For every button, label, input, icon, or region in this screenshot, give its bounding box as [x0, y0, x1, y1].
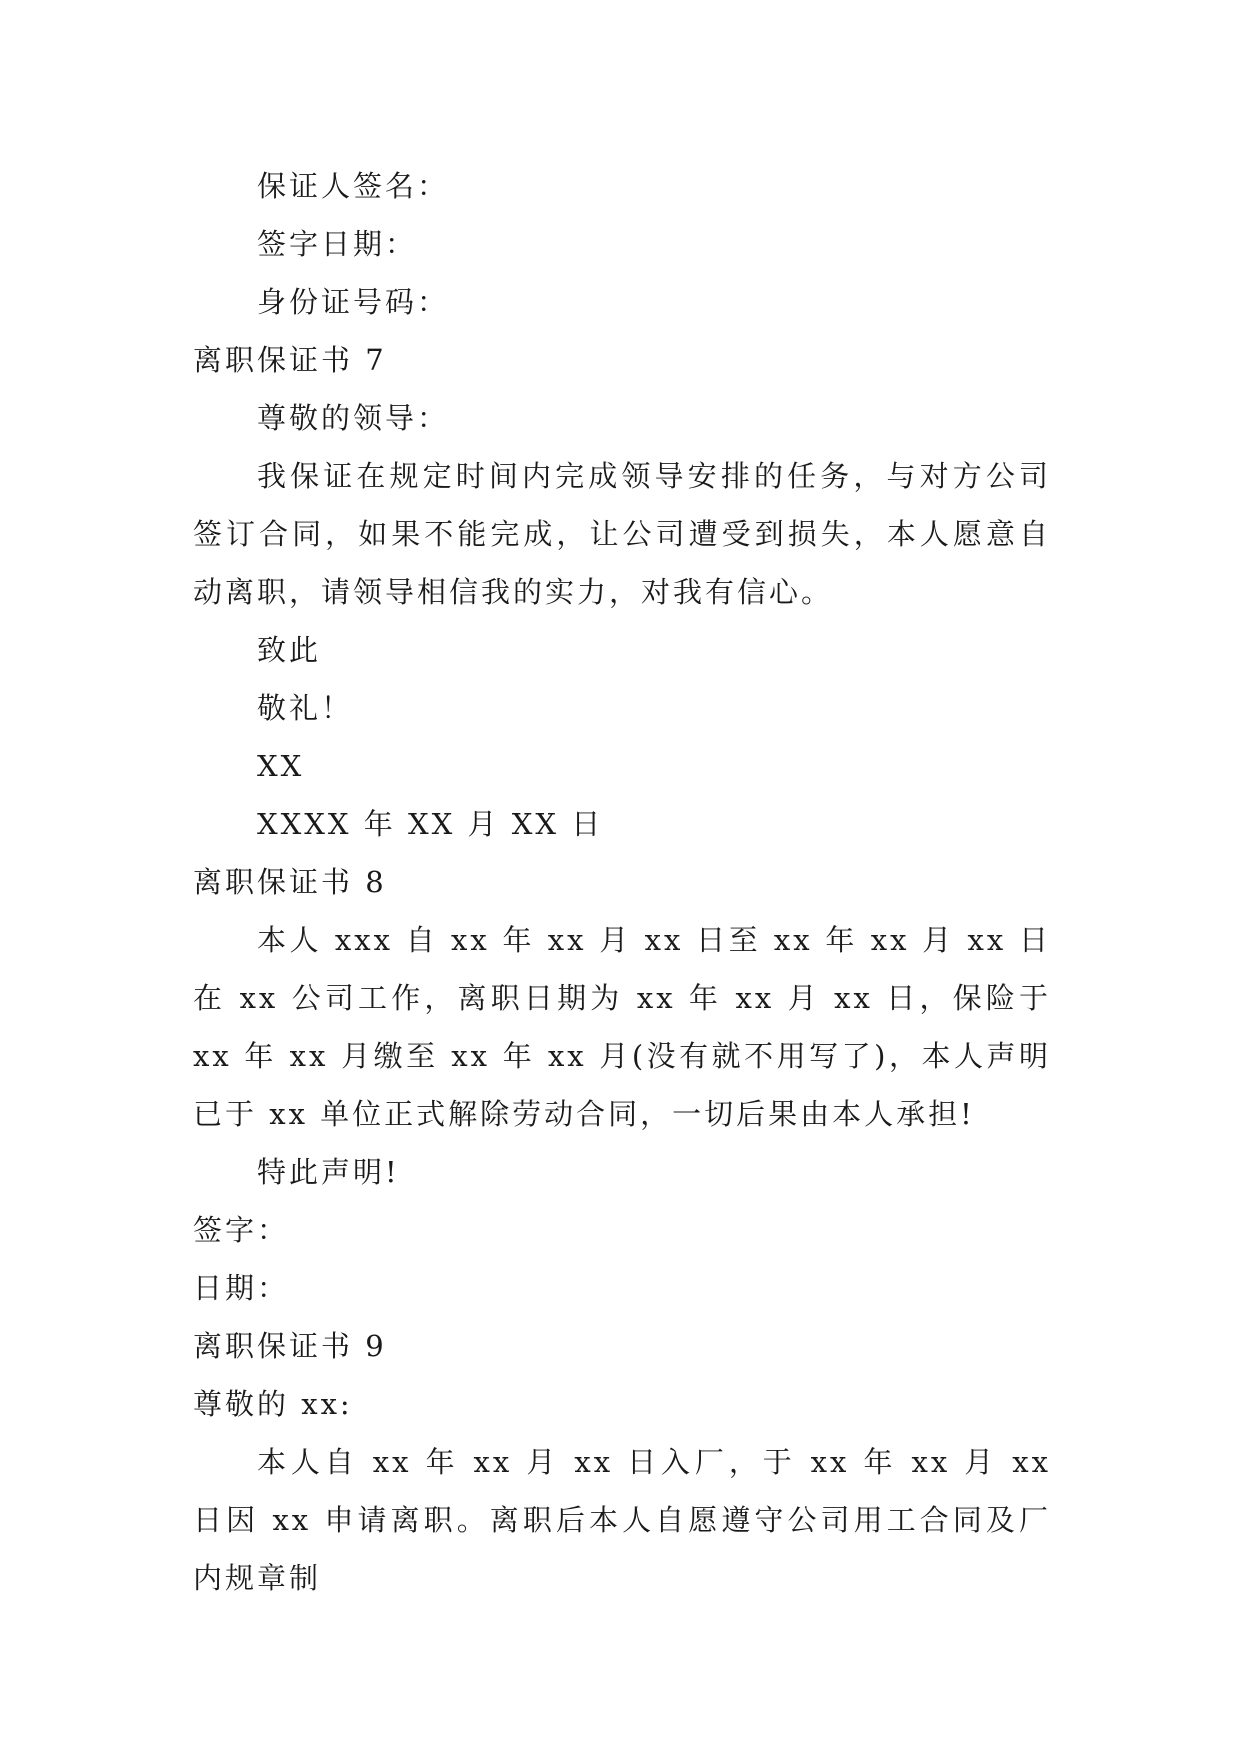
- section-heading-7: 离职保证书 7: [193, 343, 387, 377]
- id-number-label: 身份证号码：: [257, 285, 450, 319]
- closing-7: 致此: [257, 633, 322, 667]
- signer-7: XX: [257, 749, 305, 783]
- guarantor-signature-label: 保证人签名：: [257, 169, 450, 203]
- document-body: [193, 157, 1051, 1607]
- salutation-7: 尊敬的领导：: [257, 401, 450, 435]
- section-heading-9: 离职保证书 9: [193, 1329, 387, 1363]
- section-heading-8: 离职保证书 8: [193, 865, 387, 899]
- regards-7: 敬礼！: [257, 691, 354, 725]
- salutation-9: 尊敬的 xx:: [193, 1387, 353, 1421]
- signature-label-8: 签字：: [193, 1213, 290, 1247]
- body-paragraph-9: 本人自 xx 年 xx 月 xx 日入厂，于 xx 年 xx 月 xx 日因 xx 申请离职。离职后本人自愿遵守公司用工合同及厂内规章制: [193, 1445, 1051, 1595]
- body-paragraph-8: 本人 xxx 自 xx 年 xx 月 xx 日至 xx 年 xx 月 xx 日在 xx 公司工作，离职日期为 xx 年 xx 月 xx 日，保险于 xx 年 xx 月缴至 xx 年 xx 月(没有就不用写了)，本人声明已于 xx 单位正式解除劳动合同，一切后果由本人承担!: [193, 923, 1051, 1131]
- declaration-8: 特此声明!: [257, 1155, 400, 1189]
- date-7: XXXX 年 XX 月 XX 日: [257, 807, 604, 841]
- sign-date-label: 签字日期：: [257, 227, 418, 261]
- body-paragraph-7: 我保证在规定时间内完成领导安排的任务，与对方公司签订合同，如果不能完成，让公司遭受到损失，本人愿意自动离职，请领导相信我的实力，对我有信心。: [193, 459, 1051, 609]
- date-label-8: 日期：: [193, 1271, 290, 1305]
